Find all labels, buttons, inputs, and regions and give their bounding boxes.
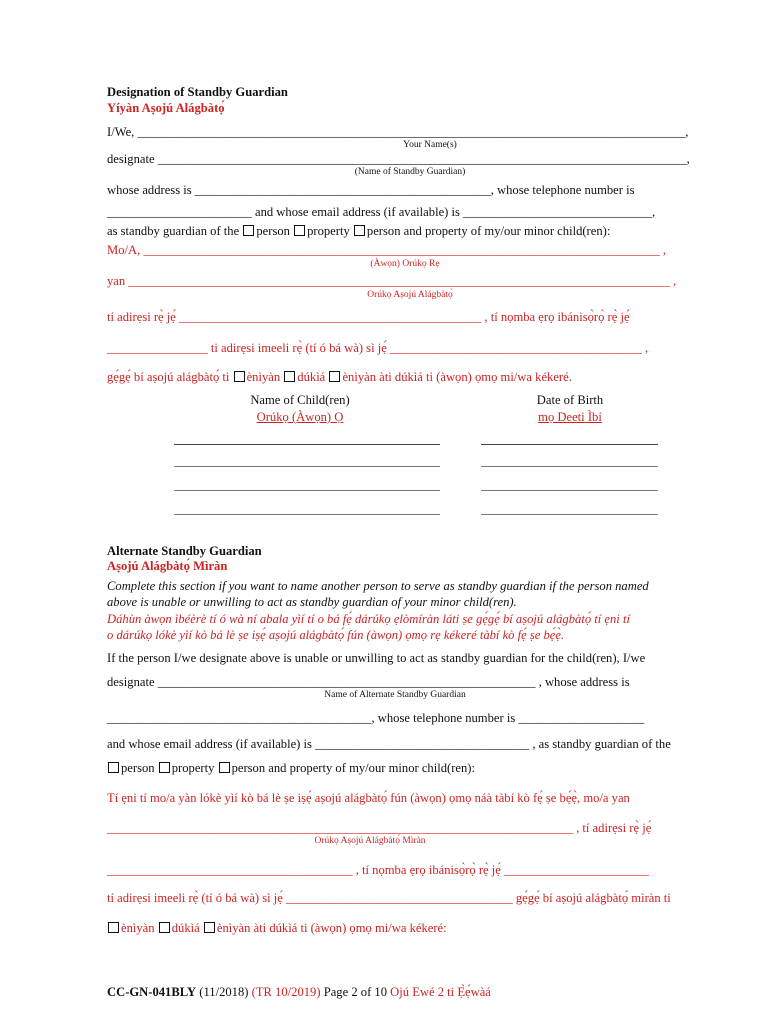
child-name-header: Name of Child(ren) [250, 393, 350, 407]
alt-dukia-checkbox[interactable] [159, 922, 170, 933]
property-label: property [307, 224, 350, 238]
address-line[interactable]: whose address is _______________________________________________, whose telephone number is [107, 183, 635, 197]
person-and-property-label: person and property of my/our minor child(ren): [366, 224, 611, 238]
dob-header-yoruba: mọ Deeti Ìbí [538, 410, 602, 424]
alt-property-checkbox[interactable] [159, 762, 170, 773]
section-title-yoruba: Yíyàn Aṣojú Alágbàtọ́ [107, 101, 225, 115]
person-checkbox[interactable] [243, 225, 254, 236]
moa-line[interactable]: Mo/A, __________________________________________________________________________________ , [107, 243, 667, 257]
person-and-property-checkbox[interactable] [354, 225, 365, 236]
awon-caption: (Àwọn) Orúkọ Rẹ [370, 259, 440, 269]
ti-eni-line: Tí ẹni tí mo/a yàn lókè yìí kò bá lè ṣe iṣẹ́ aṣojú alágbàtọ́ fún (àwọn) ọmọ náà tàbí kò fẹ́ ṣe bẹ́ẹ̀, mo/a yan [107, 791, 630, 805]
yan-line[interactable]: yan ______________________________________________________________________________________ , [107, 274, 677, 288]
form-id: CC-GN-041BLY [107, 985, 197, 999]
alternate-guardianship-options [107, 760, 475, 776]
alt-property-label: property [171, 761, 215, 775]
alt-eniyan-checkbox[interactable] [108, 922, 119, 933]
names-caption: Your Name(s) [403, 140, 457, 150]
dob-header: Date of Birth [536, 393, 604, 407]
miran-name-caption: Orúkọ Aṣojú Alágbàtọ́ Mìràn [314, 836, 426, 846]
form-date: (11/2018) [199, 985, 249, 999]
eniyan-label: ènìyàn [246, 370, 281, 384]
alt-eniyan-dukia-checkbox[interactable] [204, 922, 215, 933]
dob-field-3[interactable] [481, 490, 658, 491]
nomba-line[interactable]: _______________________________________ , tí nọmba ẹrọ ibánisọ̀rọ̀ rẹ̀ jẹ́ _______________________ [107, 863, 649, 877]
if-unable-line: If the person I/we designate above is unable or unwilling to act as standby guardian for the child(ren), I/we [107, 651, 646, 665]
eniyan-checkbox[interactable] [234, 371, 245, 382]
instructions-en-1: Complete this section if you want to name another person to serve as standby guardian if the person named [107, 579, 649, 593]
adiresi-line[interactable]: tí adirẹsi rẹ̀ jẹ́ ________________________________________________ , tí nọmba ẹrọ ibánisọ̀rọ̀ rẹ̀ jẹ́ [107, 310, 630, 324]
alternate-phone-line[interactable]: __________________________________________, whose telephone number is ____________________ [107, 711, 645, 725]
dob-field-1[interactable] [481, 444, 658, 445]
alt-person-label: person [121, 761, 155, 775]
dukia-checkbox[interactable] [284, 371, 295, 382]
alternate-email-line[interactable]: and whose email address (if available) is __________________________________ , as standby guardian of the [107, 737, 671, 751]
translation-date: (TR 10/2019) [251, 985, 321, 999]
child-name-field-2[interactable] [174, 466, 440, 467]
alt-eniyan-options [107, 920, 447, 936]
alternate-designate-line[interactable]: designate ____________________________________________________________ , whose address is [107, 675, 630, 689]
instructions-yo-2: o dárúkọ lókè yìí kò bá lè ṣe iṣẹ́ aṣojú alágbàtọ́ fún (àwọn) ọmọ rẹ kékeré tàbí kò fẹ́ ṣe bẹ́ẹ̀. [107, 628, 565, 642]
property-checkbox[interactable] [294, 225, 305, 236]
alternate-name-caption: Name of Alternate Standby Guardian [324, 690, 466, 700]
alternate-section-title: Alternate Standby Guardian [107, 544, 262, 558]
standby-name-caption: (Name of Standby Guardian) [354, 167, 466, 177]
gege-label: gẹ́gẹ́ bí aṣojú alágbàtọ́ ti [107, 370, 230, 384]
alt-person-checkbox[interactable] [108, 762, 119, 773]
child-name-field-4[interactable] [174, 514, 440, 515]
page-number: Page 2 of 10 [323, 985, 388, 999]
eniyan-dukia-checkbox[interactable] [329, 371, 340, 382]
alt-imeeli-line[interactable]: tí adirẹsi imeeli rẹ̀ (tí ó bá wà) sì jẹ́ ____________________________________ gẹ́gẹ́ bí aṣojú alágbàtọ́ mìràn ti [107, 891, 671, 905]
alternate-section-title-yoruba: Aṣojú Alágbàtọ́ Mìràn [107, 559, 228, 573]
alt-person-and-property-checkbox[interactable] [219, 762, 230, 773]
instructions-yo-1: Dáhùn àwọn ìbéèrè tí ó wà ní abala yìí tí o bá fẹ́ dárúkọ ẹlòmíràn láti ṣe gẹ́gẹ́ bí aṣojú alágbàtọ́ tí ẹni tí [107, 612, 630, 626]
oruko-caption: Orúkọ Aṣojú Alágbàtọ́ [367, 290, 453, 300]
as-standby-label: as standby guardian of the [107, 224, 240, 238]
alt-eniyan-dukia-label: ènìyàn àti dúkìá ti (àwọn) ọmọ mi/wa kékeré: [216, 921, 447, 935]
person-label: person [256, 224, 290, 238]
child-name-field-1[interactable] [174, 444, 440, 445]
standby-name-line[interactable]: designate ____________________________________________________________________________________, [107, 152, 690, 166]
miran-name-line[interactable]: __________________________________________________________________________ , tí adirẹsi rẹ̀ jẹ́ [107, 821, 652, 835]
names-line[interactable]: I/We, _______________________________________________________________________________________, [107, 125, 689, 139]
alt-dukia-label: dúkìá [171, 921, 200, 935]
eniyan-dukia-label: ènìyàn àti dúkìá ti (àwọn) ọmọ mi/wa kékeré. [342, 370, 572, 384]
page-number-yoruba: Ojú Ewé 2 ti Ẹ̀ẹ́wàá [390, 985, 491, 999]
child-name-header-yoruba: Orúkọ (Àwọn) Ọ [256, 410, 344, 424]
dob-field-2[interactable] [481, 466, 658, 467]
section-title: Designation of Standby Guardian [107, 85, 288, 99]
alt-person-and-property-label: person and property of my/our minor child(ren): [231, 761, 475, 775]
imeeli-line[interactable]: ________________ ti adirẹsi imeeli rẹ̀ (tí ó bá wà) sì jẹ́ ________________________________________ , [107, 341, 649, 355]
guardianship-options [107, 223, 610, 239]
child-name-field-3[interactable] [174, 490, 440, 491]
footer [107, 984, 491, 1000]
instructions-en-2: above is unable or unwilling to act as standby guardian of your minor child(ren). [107, 595, 517, 609]
email-line[interactable]: _______________________ and whose email address (if available) is ______________________________, [107, 205, 656, 219]
dukia-label: dúkìá [297, 370, 326, 384]
dob-field-4[interactable] [481, 514, 658, 515]
gege-options [107, 369, 572, 385]
alt-eniyan-label: ènìyàn [121, 921, 155, 935]
